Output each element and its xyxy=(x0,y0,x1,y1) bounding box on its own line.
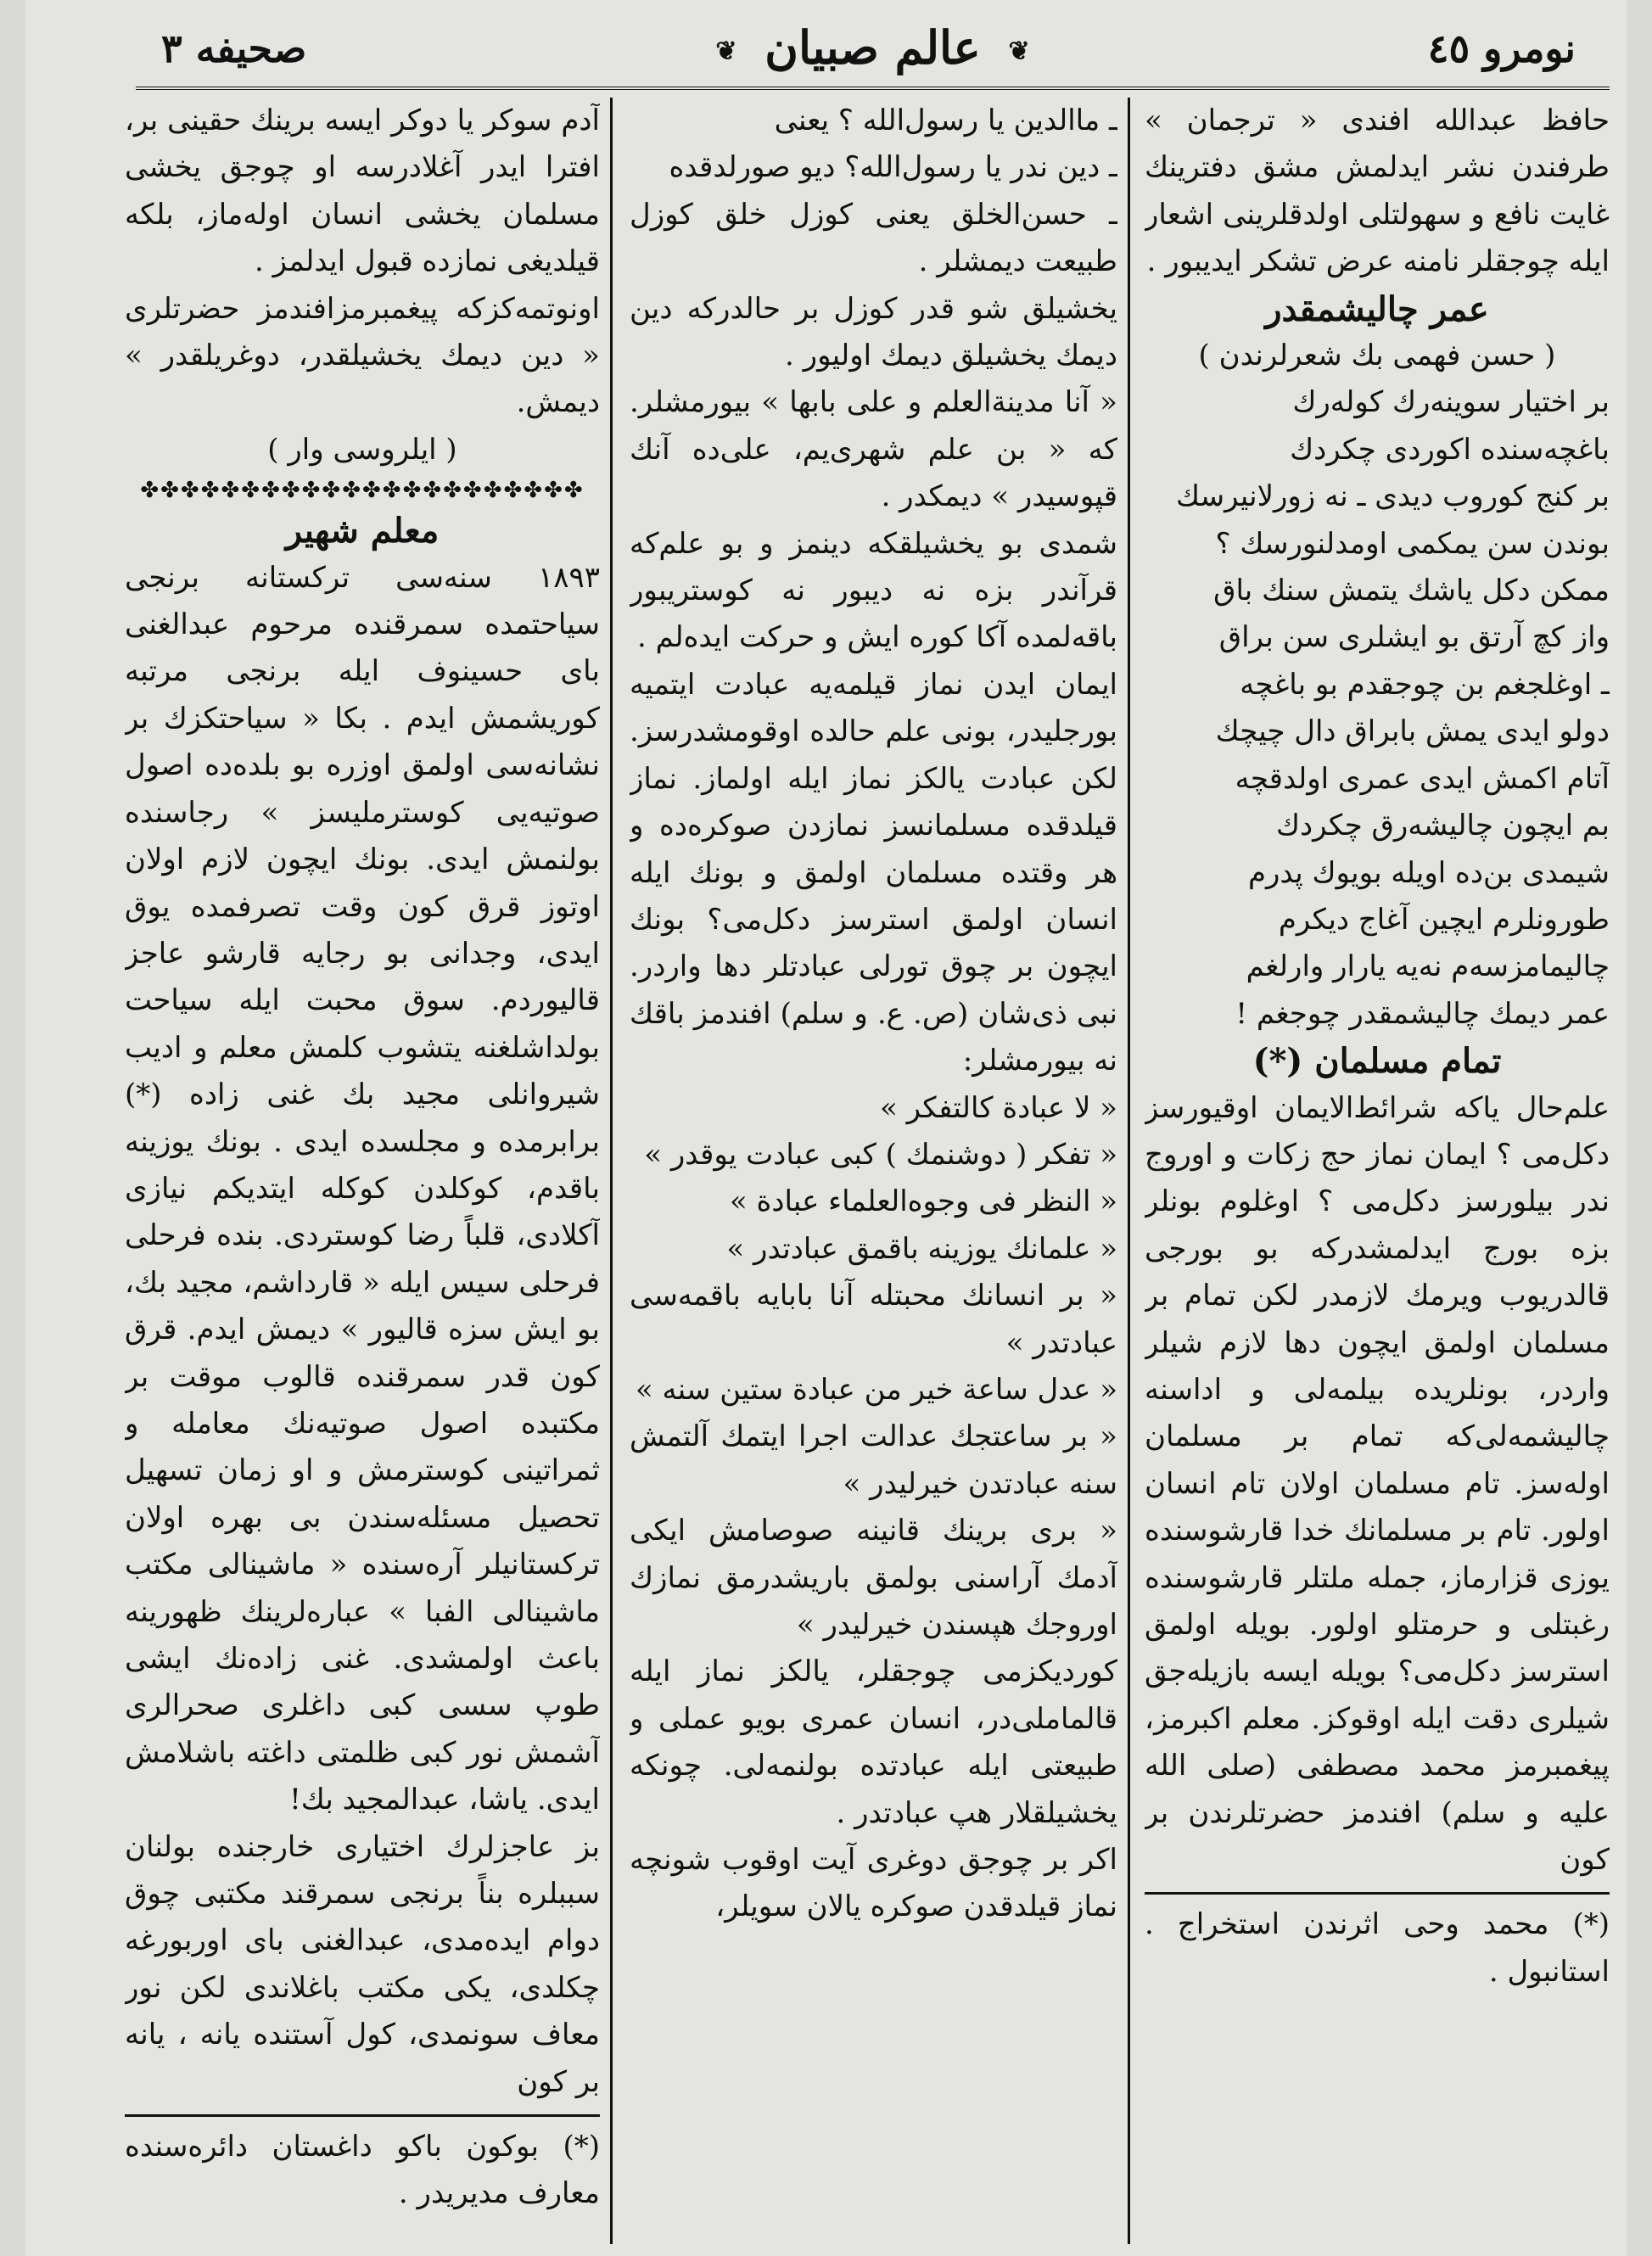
footnote-rule xyxy=(1145,1892,1610,1895)
body-paragraph: شمدی بو یخشیلقکه دینمز و بو علم‌که قرآندر بزه نه دیبور نه کوستریبور باقەلمدە آکا کوره ایش و حرکت ایدەلم . xyxy=(630,526,1117,655)
footnote: (*) محمد وحی اثرندن استخراج . استانبول . xyxy=(1145,1907,1610,1989)
masthead xyxy=(136,10,1610,82)
poem-line: آتام اکمش ایدی عمری اولدقچە xyxy=(1235,761,1610,796)
poem-line: طورونلرم ایچین آغاج دیکرم xyxy=(1278,902,1610,937)
column-divider xyxy=(610,98,613,2244)
body-paragraph: « آنا مدینةالعلم و علی بابها » بیورمشلر. که « بن علم شهری‌یم، علی‌دە آنك قپوسیدر » دیمکدر . xyxy=(630,385,1117,514)
title-text: عالم صبيان xyxy=(764,20,981,75)
hadith-quote: « بر انسانك محبتله آنا بابایه باقمەسی عبادتدر » xyxy=(630,1279,1117,1360)
poem-line: ـ اوغلجغم بن چوجقدم بو باغچە xyxy=(1240,667,1610,702)
poem-line: دولو ایدی یمش بابراق دال چیچك xyxy=(1215,714,1610,749)
newspaper-page xyxy=(25,0,1627,2256)
body-paragraph: آدم سوکر یا دوکر ایسە برینك حقینی بر، افترا ایدر آغلادرسە او چوجق یخشی مسلمان یخشی انسان اولەماز، بلکه قیلدیغی نمازدە قبول ایدلمز . xyxy=(125,104,600,279)
body-paragraph: ایمان ایدن نماز قیلمەیە عبادت ایتمیە بورجلیدر، بونی علم حالدە اوقومشدرسز. لکن عبادت یالکز نماز ایلە اولماز. نماز قیلدقدە مسلمانسز نمازدن صوکرەدە و هر وقتدە مسلمان اولمق و بونك ایلە انسان اولمق استرسز دکل‌می؟ بونك ایچون بر چوق تورلی عبادتلر دها واردر. نبی ذی‌شان (ص. ع. و سلم) افندمز باقك نه بیورمشلر: xyxy=(630,667,1117,1078)
dialogue-line: ـ حسن‌الخلق یعنی کوزل خلق کوزل طبیعت دیمشلر . xyxy=(630,197,1117,279)
hadith-quote: « عدل ساعة خیر من عبادة ستین سنه » xyxy=(635,1372,1117,1407)
hadith-quote: « علمانك یوزینه باقمق عبادتدر » xyxy=(726,1231,1117,1266)
left-column xyxy=(125,98,600,2253)
hadith-quote: « بری برینك قانینه صوصامش ایکی آدمك آراسنی بولمق باریشدرمق نمازك اوروجك هپسندن خیرلیدر » xyxy=(630,1514,1117,1642)
poem-author: ( حسن فهمی بك شعرلرندن ) xyxy=(1198,339,1556,373)
poem-line: شیمدی بن‌دە اویلە بویوك پدرم xyxy=(1247,855,1610,890)
poem-line: بر اختیار سوینەرك کولەرك xyxy=(1292,385,1610,420)
footnote: (*) بوکون باکو داغستان دائرەسندە معارف مدیریدر . xyxy=(125,2130,600,2211)
issue-number: نومرو ٤٥ xyxy=(1427,25,1576,71)
article-title: معلم شهیر xyxy=(285,511,440,551)
poem-title: عمر چالیشمقدر xyxy=(1265,288,1489,329)
page-number: صحيفه ٣ xyxy=(161,25,307,71)
dialogue-line: ـ دین ندر یا رسول‌الله؟ دیو صورلدقدە xyxy=(669,150,1117,185)
newspaper-title xyxy=(136,20,1610,75)
poem-line: بم ایچون چالیشەرق چکردك xyxy=(1276,809,1610,843)
poem-line: عمر دیمك چالیشمقدر چوجغم ! xyxy=(1235,996,1610,1031)
article-body: بز عاجزلرك اختیاری خارجندە بولنان سببلره بناً برنجی سمرقند مکتبی چوق دوام ایدەمدی، عبدالغنی بای اوربورغه چکلدی، یکی مکتب باغلاندی لکن نور معاف سونمدی، کول آستندە یانه ، یانه بر کون xyxy=(125,1829,600,2099)
poem-line: چالیمامزسەم نەیە یارار وارلغم xyxy=(1246,949,1610,984)
masthead-rule xyxy=(136,87,1610,90)
body-paragraph: اکر بر چوجق دوغری آیت اوقوب شونچە نماز قیلدقدن صوکرە یالان سویلر، xyxy=(630,1843,1117,1924)
hadith-quote: « بر ساعتجك عدالت اجرا ایتمك آلتمش سنه عبادتدن خیرلیدر » xyxy=(630,1419,1117,1501)
middle-column xyxy=(630,98,1117,2253)
poem-line: واز کچ آرتق بو ایشلری سن براق xyxy=(1218,620,1610,655)
hadith-quote: « تفکر ( دوشنمك ) کبی عبادت یوقدر » xyxy=(644,1137,1117,1172)
body-paragraph: کوردیکزمی چوجقلر، یالکز نماز ایلە قالماملی‌در، انسان عمری بویو عملی و طبیعتی ایلە عبادتدە بولنمەلی. چونکه یخشیلقلار هپ عبادتدر . xyxy=(630,1654,1117,1830)
poem-line: ممکن دکل یاشك یتمش سنك باق xyxy=(1213,574,1610,608)
article-title: تمام مسلمان (*) xyxy=(1252,1041,1502,1082)
column-divider xyxy=(1128,98,1130,2244)
footnote-rule xyxy=(125,2114,600,2117)
article-body: ١٨٩٣ سنەسی ترکستانه برنجی سیاحتمدە سمرقندە مرحوم عبدالغنی بای حسینوف ایلە برنجی مرتبه کوریشمش ایدم . بکا « سیاحتکزك بر نشانەسی اولمق اوزره بو بلدەدە اصول صوتیەیی کوسترملیسز » رجاسندە بولنمش ایدی. بونك ایچون لازم اولان اوتوز قرق کون وقت تصرفمدە یوق ایدی، وجدانی بو رجایە قارشو عاجز قالیوردم. سوق محبت ایلە سیاحت بولداشلغنه یتشوب کلمش معلم و ادیب شیروانلی مجید بك غنی زادە (*) برابرمدە و مجلسدە ایدی . بونك یوزینه باقدم، کوکلدن کوکلە ایتدیکم نیازی آکلادی، قلباً رضا کوستردی. بندە فرحلی فرحلی سیس ایلە « قارداشم، مجید بك، بو ایش سزه قالیور » دیمش ایدم. قرق کون قدر سمرقندە قالوب موقت بر مکتبدە اصول صوتیەنك معامله و ثمراتینی کوسترمش و او زمان تسهیل تحصیل مسئلەسندن بی بهره اولان ترکستانیلر آرەسندە « ماشینالی مکتب ماشینالی الفبا » عبارەلرینك ظهورینه باعث اولمشدی. غنی زادەنك ایشی طوپ سسی کبی داغلری صحرالری آشمش نور کبی ظلمتی داغته باشلامش ایدی. یاشا، عبدالمجید بك! xyxy=(125,560,600,1817)
poem-line: بوندن سن یمکمی اومدلنورسك ؟ xyxy=(1215,526,1610,561)
poem-line: بر کنج کوروب دیدی ـ نه زورلانیرسك xyxy=(1175,479,1610,514)
poem-line: باغچەسندە اکوردی چکردك xyxy=(1290,432,1610,467)
ornament-divider: ✤✤✤✤✤✤✤✤✤✤✤✤✤✤✤✤✤✤✤✤✤✤ xyxy=(140,478,585,504)
right-column xyxy=(1145,98,1610,2253)
body-paragraph: اونوتمەکزکه پیغمبرمزافندمز حضرتلری « دین دیمك یخشیلقدر، دوغریلقدر » دیمش. xyxy=(125,291,600,420)
hadith-quote: « النظر فی وجوه‌العلماء عبادة » xyxy=(729,1184,1117,1219)
hadith-quote: « لا عبادة کالتفکر » xyxy=(880,1090,1117,1125)
poem xyxy=(1145,379,1610,1038)
body-paragraph: یخشیلق شو قدر کوزل بر حالدرکه دین دیمك یخشیلق دیمك اولیور . xyxy=(630,291,1117,373)
title-ornament-icon: ❦ xyxy=(1008,36,1030,67)
continued-note: ( ایلروسی وار ) xyxy=(267,432,457,467)
dialogue-line: ـ ماالدین یا رسول‌الله ؟ یعنی xyxy=(774,104,1117,137)
article-body: علم‌حال یاکه شرائط‌الایمان اوقیورسز دکل‌می ؟ ایمان نماز حج زکات و اوروج ندر بیلورسز دکل‌می ؟ اوغلوم بونلر بزه بورج ایدلمشدرکه بو بورجی قالدریوب ویرمك لازمدر لکن تمام بر مسلمان اولمق ایچون دها لازم شیلر واردر، بونلریده بیلمەلی و اداسنه چالیشمەلی‌که تمام بر مسلمان اولەسز. تام مسلمان اولان تام انسان اولور. تام بر مسلمانك خدا قارشوسندە یوزی قزارماز، جمله ملتلر قارشوسندە رغبتلی و حرمتلو اولور. بویلە اولمق استرسز دکل‌می؟ بویلە ایسە بازیلەجق شیلری دقت ایلە اوقوکز. معلم اکبرمز، پیغمبرمز محمد مصطفی (صلی الله علیه و سلم) افندمز حضرتلرندن بر کون xyxy=(1145,1090,1610,1878)
title-ornament-icon: ❦ xyxy=(715,36,737,67)
intro-paragraph: حافظ عبدالله افندی « ترجمان » طرفندن نشر ایدلمش مشق دفترینك غایت نافع و سهولتلی اولدقلرینی اشعار ایله چوجقلر نامنه عرض تشکر ایدیبور . xyxy=(1145,104,1610,279)
